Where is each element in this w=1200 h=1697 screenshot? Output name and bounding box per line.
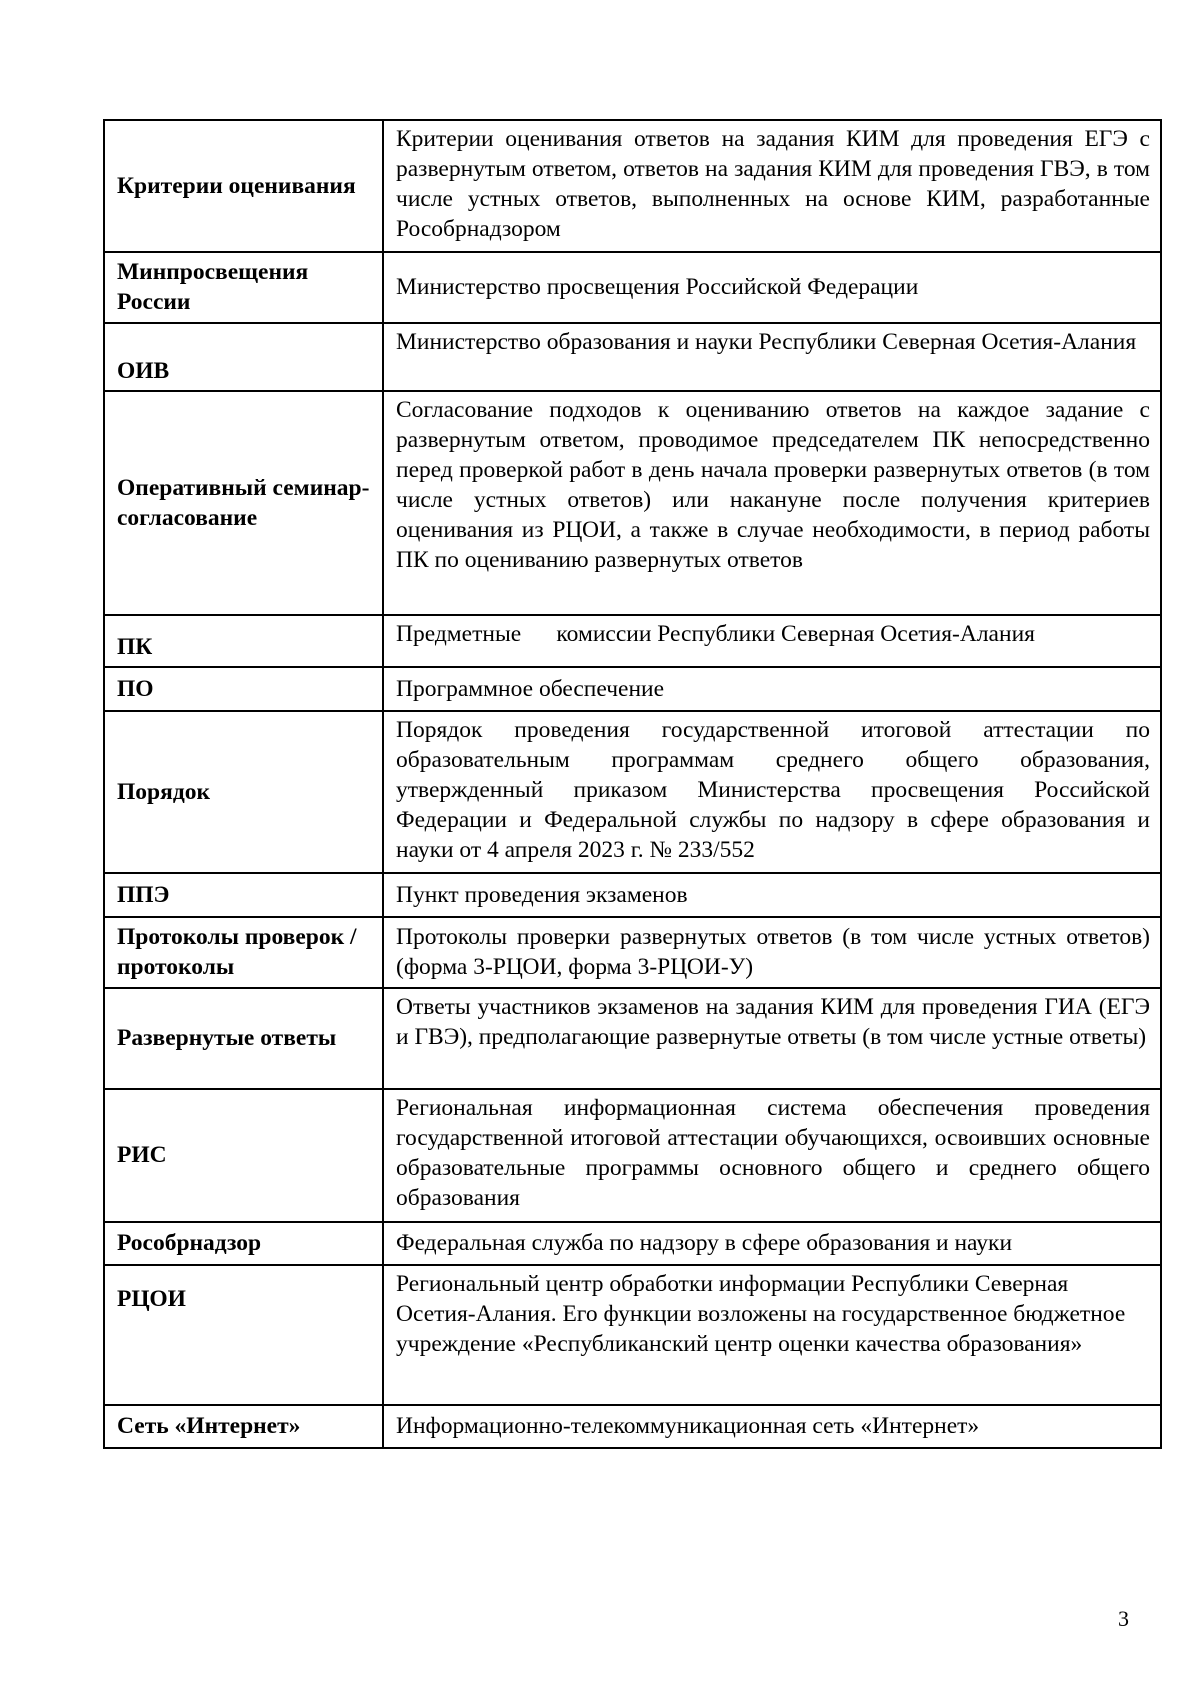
- table-row: [104, 917, 1161, 988]
- term-cell: ОИВ: [104, 323, 383, 391]
- definition-cell: Предметные комиссии Республики Северная Осетия-Алания: [383, 615, 1161, 667]
- table-row: [104, 1222, 1161, 1265]
- definition-cell: Информационно-телекоммуникационная сеть «Интернет»: [383, 1405, 1161, 1448]
- definition-cell: Пункт проведения экзаменов: [383, 873, 1161, 917]
- table-row: [104, 615, 1161, 667]
- term-cell: Сеть «Интернет»: [104, 1405, 383, 1448]
- table-row: [104, 873, 1161, 917]
- table-row: [104, 391, 1161, 615]
- definition-cell: Федеральная служба по надзору в сфере образования и науки: [383, 1222, 1161, 1265]
- table-row: [104, 1089, 1161, 1222]
- table-row: [104, 711, 1161, 873]
- definition-cell: Программное обеспечение: [383, 667, 1161, 711]
- term-cell: Критерии оценивания: [104, 120, 383, 252]
- table-row: [104, 667, 1161, 711]
- table-row: [104, 252, 1161, 323]
- table-row: [104, 1405, 1161, 1448]
- definition-cell: Согласование подходов к оцениванию ответов на каждое задание с развернутым ответом, проводимое председателем ПК непосредственно перед проверкой работ в день начала проверки развернутых ответов (в том числе устных ответов) или накануне после получения критериев оценивания из РЦОИ, а также в случае необходимости, в период работы ПК по оцениванию развернутых ответов: [383, 391, 1161, 615]
- table-row: [104, 1265, 1161, 1405]
- term-cell: РЦОИ: [104, 1265, 383, 1405]
- term-cell: Рособрнадзор: [104, 1222, 383, 1265]
- abbreviations-table: [103, 119, 1162, 1449]
- definition-cell: Протоколы проверки развернутых ответов (в том числе устных ответов) (форма 3-РЦОИ, форма 3-РЦОИ-У): [383, 917, 1161, 988]
- term-cell: РИС: [104, 1089, 383, 1222]
- table-row: [104, 120, 1161, 252]
- definition-cell: Ответы участников экзаменов на задания КИМ для проведения ГИА (ЕГЭ и ГВЭ), предполагающие развернутые ответы (в том числе устные ответы): [383, 988, 1161, 1089]
- definition-cell: Региональная информационная система обеспечения проведения государственной итоговой аттестации обучающихся, освоивших основные образовательные программы основного общего и среднего общего образования: [383, 1089, 1161, 1222]
- definition-cell: Министерство образования и науки Республики Северная Осетия-Алания: [383, 323, 1161, 391]
- term-cell: Порядок: [104, 711, 383, 873]
- table-row: [104, 323, 1161, 391]
- table-row: [104, 988, 1161, 1089]
- term-cell: ПО: [104, 667, 383, 711]
- definition-cell: Критерии оценивания ответов на задания КИМ для проведения ЕГЭ с развернутым ответом, ответов на задания КИМ для проведения ГВЭ, в том числе устных ответов, выполненных на основе КИМ, разработанные Рособрнадзором: [383, 120, 1161, 252]
- term-cell: Развернутые ответы: [104, 988, 383, 1089]
- term-cell: ПК: [104, 615, 383, 667]
- definition-cell: Региональный центр обработки информации Республики Северная Осетия-Алания. Его функции возложены на государственное бюджетное учреждение «Республиканский центр оценки качества образования»: [383, 1265, 1161, 1405]
- page-number: 3: [1118, 1606, 1129, 1631]
- term-cell: Оперативный семинар-согласование: [104, 391, 383, 615]
- term-cell: ППЭ: [104, 873, 383, 917]
- term-cell: Минпросвещения России: [104, 252, 383, 323]
- definition-cell: Порядок проведения государственной итоговой аттестации по образовательным программам среднего общего образования, утвержденный приказом Министерства просвещения Российской Федерации и Федеральной службы по надзору в сфере образования и науки от 4 апреля 2023 г. № 233/552: [383, 711, 1161, 873]
- term-cell: Протоколы проверок / протоколы: [104, 917, 383, 988]
- definition-cell: Министерство просвещения Российской Федерации: [383, 252, 1161, 323]
